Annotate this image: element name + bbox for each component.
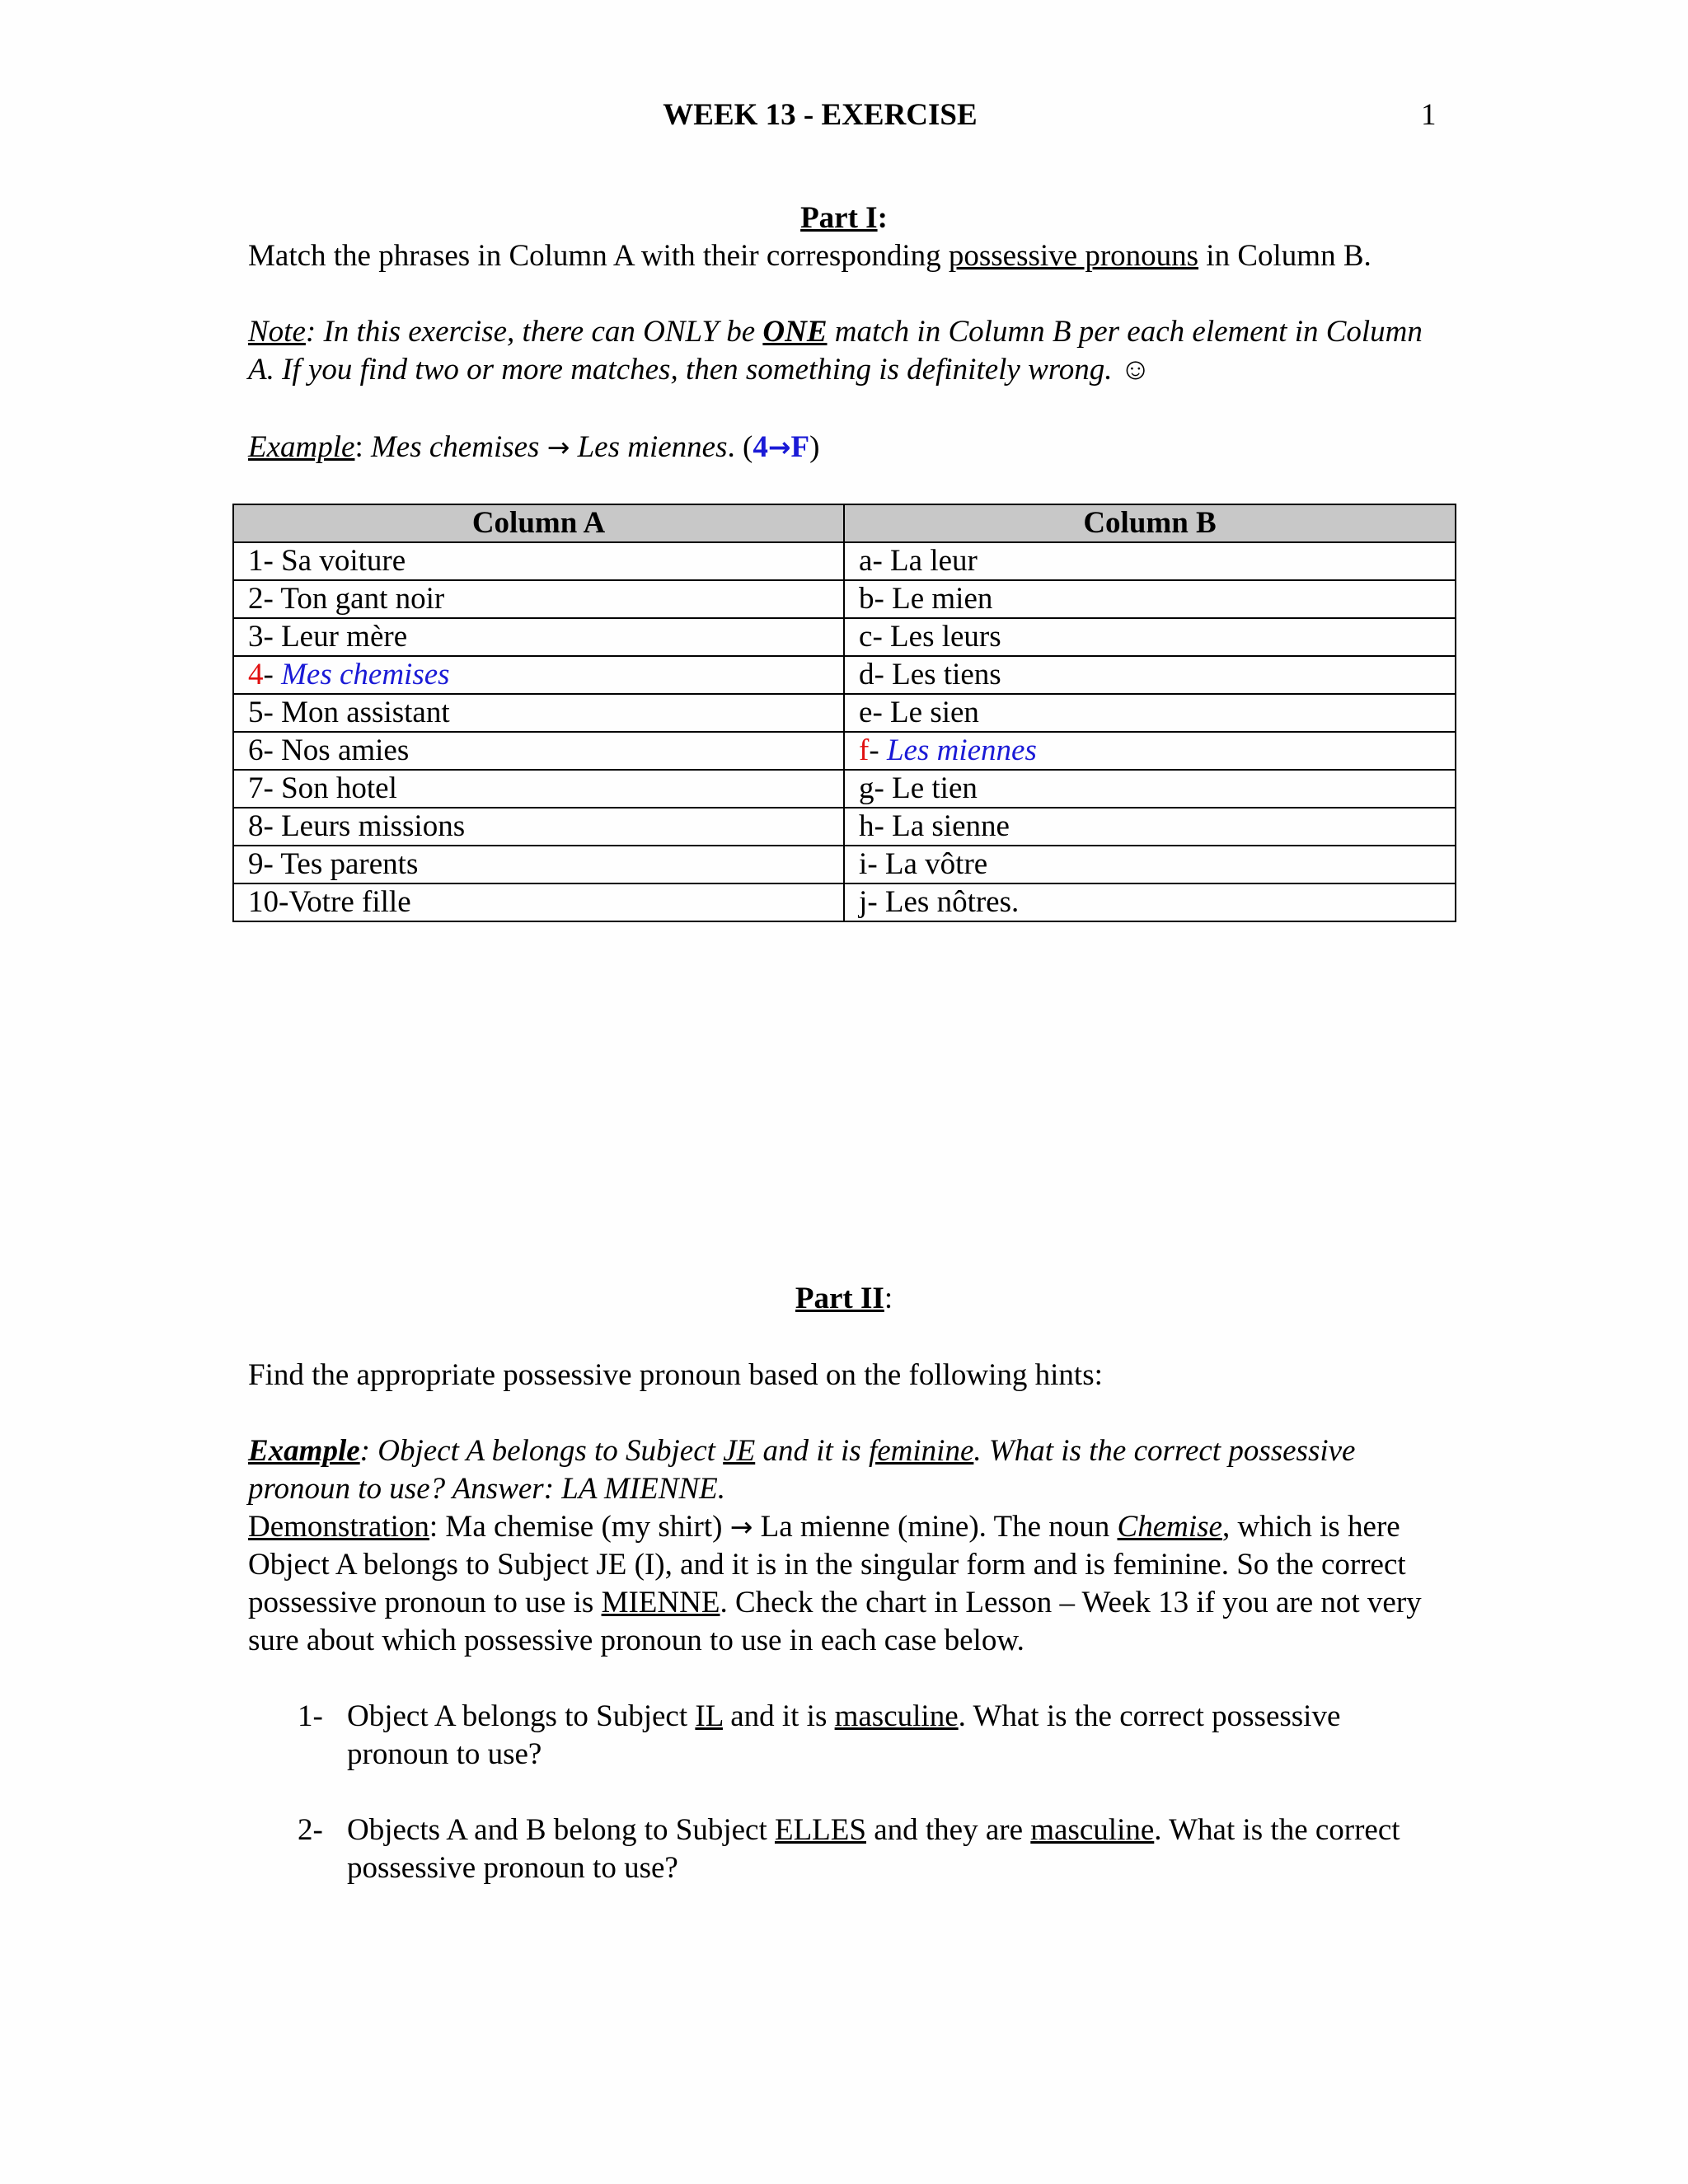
item-letter: c- (859, 620, 883, 654)
note-label: Note (248, 315, 306, 349)
example-answer: Les miennes (570, 430, 728, 464)
item-letter: e- (859, 696, 883, 729)
item-text: La sienne (884, 809, 1010, 843)
item-letter: i- (859, 847, 878, 881)
question-pre: Object A belongs to Subject (347, 1699, 696, 1733)
column-a-cell (233, 694, 844, 732)
column-b-cell (844, 883, 1456, 921)
question-gender: masculine (1030, 1813, 1155, 1847)
part1-instruction-pre: Match the phrases in Column A with their corresponding (248, 239, 949, 273)
item-text: Les tiens (884, 658, 1001, 691)
column-a-cell (233, 808, 844, 846)
table-row (233, 656, 1456, 694)
table-row (233, 694, 1456, 732)
item-letter: j- (859, 885, 878, 919)
column-a-cell (233, 618, 844, 656)
column-b-cell (844, 732, 1456, 770)
part2-heading-colon: : (884, 1282, 893, 1315)
part1-example (248, 429, 1443, 466)
item-text: Les nôtres. (877, 885, 1020, 919)
column-b-header: Column B (844, 504, 1456, 542)
note-post: match in Column B per each element in Column A. If you find two or more matches, then something is definitely wrong. ☺ (248, 315, 1423, 387)
column-a-cell (233, 542, 844, 580)
item-number: 9- (248, 847, 274, 881)
demonstration-post: . Check the chart in Lesson – Week 13 if you are not very sure about which possessive pronoun to use in each case below. (248, 1586, 1422, 1657)
demonstration-noun: Chemise (1117, 1510, 1222, 1544)
item-number: 6- (248, 733, 274, 767)
question-post: . What is the correct possessive pronoun to use? (347, 1699, 1341, 1771)
note-pre: : In this exercise, there can ONLY be (305, 315, 763, 349)
note-emphasis: ONE (762, 315, 828, 349)
column-b-cell (844, 846, 1456, 883)
part2-heading-text: Part II (795, 1282, 884, 1315)
item-text: Les leurs (882, 620, 1001, 654)
item-text: Le mien (884, 582, 993, 616)
demonstration-pronoun: MIENNE (601, 1586, 720, 1619)
demonstration-label: Demonstration (248, 1510, 429, 1544)
column-b-cell (844, 580, 1456, 618)
question-pre: Objects A and B belong to Subject (347, 1813, 775, 1847)
item-number: 10- (248, 885, 289, 919)
table-row (233, 808, 1456, 846)
table-row (233, 770, 1456, 808)
item-letter: f (859, 733, 870, 767)
example-period: . (727, 430, 743, 464)
part1-heading (0, 199, 1688, 237)
table-row (233, 542, 1456, 580)
question-number: 2- (298, 1813, 323, 1847)
column-a-cell (233, 656, 844, 694)
example-phrase: Mes chemises (370, 430, 547, 464)
table-row (233, 580, 1456, 618)
item-letter: h- (859, 809, 884, 843)
example-pre: Object A belongs to Subject (377, 1434, 724, 1468)
demonstration-mid1: La mienne (mine). The noun (753, 1510, 1118, 1544)
example-colon: : (354, 430, 371, 464)
question-mid: and it is (722, 1699, 835, 1733)
example-subject: JE (723, 1434, 756, 1468)
item-number: 7- (248, 771, 274, 805)
arrow-icon: → (546, 431, 570, 463)
item-text: Nos amies (273, 733, 410, 767)
question-gender: masculine (834, 1699, 959, 1733)
part1-instruction-post: in Column B. (1198, 239, 1372, 273)
item-number: 8- (248, 809, 274, 843)
possessive-pronouns-term: possessive pronouns (948, 239, 1199, 273)
question-subject: ELLES (774, 1813, 866, 1847)
item-text: Leurs missions (273, 809, 466, 843)
item-text: La vôtre (877, 847, 988, 881)
item-text: Leur mère (273, 620, 408, 654)
example-colon: : (359, 1434, 378, 1468)
column-a-cell (233, 846, 844, 883)
list-item (248, 1811, 1443, 1887)
table-row (233, 732, 1456, 770)
item-number: 4 (248, 658, 264, 691)
matching-table (232, 504, 1456, 922)
example-post: . What is the correct possessive pronoun to use? Answer: LA MIENNE. (248, 1434, 1356, 1506)
item-text: Ton gant noir (273, 582, 445, 616)
item-number: 3- (248, 620, 274, 654)
example-mid: and it is (755, 1434, 869, 1468)
page-title: WEEK 13 - EXERCISE (663, 98, 978, 132)
column-b-cell (844, 770, 1456, 808)
example-paren-open: ( (743, 430, 753, 464)
column-a-cell (233, 883, 844, 921)
column-b-cell (844, 694, 1456, 732)
column-b-cell (844, 808, 1456, 846)
part1-heading-text: Part I (800, 201, 878, 235)
item-text: Mes chemises (281, 658, 450, 691)
item-text: Les miennes (886, 733, 1037, 767)
column-a-cell (233, 732, 844, 770)
question-mid: and they are (865, 1813, 1031, 1847)
example-gender: feminine (868, 1434, 974, 1468)
part2-heading (0, 1280, 1688, 1318)
table-row (233, 846, 1456, 883)
part2-example (248, 1432, 1443, 1508)
item-text: Sa voiture (273, 544, 406, 578)
page-number: 1 (1421, 98, 1437, 132)
table-row (233, 883, 1456, 921)
demonstration-pre: : Ma chemise (my shirt) (429, 1510, 730, 1544)
column-a-cell (233, 770, 844, 808)
table-row (233, 618, 1456, 656)
list-item (248, 1698, 1443, 1774)
example-label: Example (248, 430, 355, 464)
arrow-icon: → (729, 1511, 753, 1543)
item-text: Le tien (884, 771, 978, 805)
column-a-header: Column A (233, 504, 844, 542)
item-dash: - (869, 733, 887, 767)
question-list (248, 1698, 1443, 1925)
example-label: Example (248, 1434, 360, 1468)
column-b-cell (844, 618, 1456, 656)
item-text: Le sien (882, 696, 979, 729)
item-text: Mon assistant (273, 696, 450, 729)
item-letter: a- (859, 544, 883, 578)
example-code-left: 4 (753, 430, 768, 464)
item-letter: g- (859, 771, 884, 805)
item-number: 2- (248, 582, 274, 616)
part1-note (248, 313, 1443, 389)
demonstration-mid2: , which is here Object A belongs to Subject JE (I), and it is in the singular form and is feminine. So the correct possessive pronoun to use is (248, 1510, 1406, 1619)
item-number: 5- (248, 696, 274, 729)
item-text: Tes parents (273, 847, 419, 881)
column-b-cell (844, 542, 1456, 580)
item-letter: b- (859, 582, 884, 616)
question-subject: IL (695, 1699, 723, 1733)
item-dash: - (263, 658, 282, 691)
item-text: La leur (882, 544, 978, 578)
part1-instruction (248, 237, 1443, 275)
column-b-cell (844, 656, 1456, 694)
item-letter: d- (859, 658, 884, 691)
part2-instruction: Find the appropriate possessive pronoun based on the following hints: (248, 1358, 1103, 1392)
question-post: . What is the correct possessive pronoun to use? (347, 1813, 1400, 1885)
part2-demonstration (248, 1508, 1443, 1660)
item-text: Son hotel (273, 771, 397, 805)
arrow-icon: → (767, 431, 791, 463)
part1-heading-colon: : (877, 201, 888, 235)
column-a-cell (233, 580, 844, 618)
question-number: 1- (298, 1699, 323, 1733)
table-header-row (233, 504, 1456, 542)
item-text: Votre fille (288, 885, 411, 919)
example-code-right: F (790, 430, 810, 464)
example-paren-close: ) (809, 430, 820, 464)
item-number: 1- (248, 544, 274, 578)
